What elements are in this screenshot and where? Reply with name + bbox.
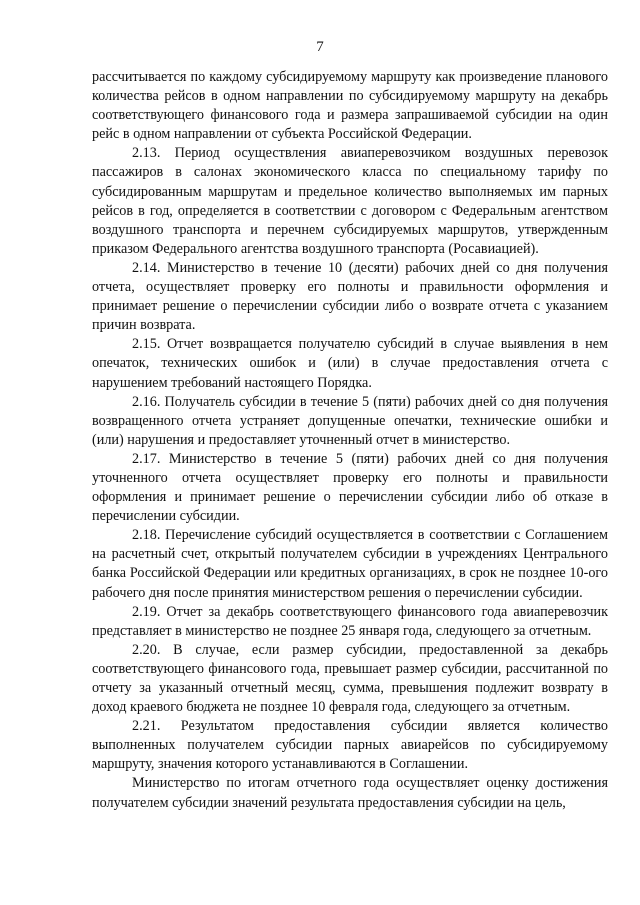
paragraph-2-17: 2.17. Министерство в течение 5 (пяти) рабочих дней со дня получения уточненного отчета осуществляет проверку его полноты и правильности оформления и принимает решение о перечислении субсидии либо об отказе в перечислении субсидии. [92, 450, 608, 525]
paragraph-2-15: 2.15. Отчет возвращается получателю субсидий в случае выявления в нем опечаток, технических ошибок и (или) в случае предоставления отчета с нарушением требований настоящего Порядка. [92, 336, 608, 391]
paragraph-2-14: 2.14. Министерство в течение 10 (десяти) рабочих дней со дня получения отчета, осуществляет проверку его полноты и правильности оформления и принимает решение о перечислении субсидии либо о возврате отчета с указанием причин возврата. [92, 259, 608, 334]
paragraph-2-16: 2.16. Получатель субсидии в течение 5 (пяти) рабочих дней со дня получения возвращенного отчета устраняет допущенные опечатки, технические ошибки и (или) нарушения и предоставляет уточненный отчет в министерство. [92, 393, 608, 448]
paragraph-2-20: 2.20. В случае, если размер субсидии, предоставленной за декабрь соответствующего финансового года, превышает размер субсидии, рассчитанной по отчету за указанный отчетный месяц, сумма, превышения подлежит возврату в доход краевого бюджета не позднее 10 февраля года, следующего за отчетным. [92, 641, 608, 716]
paragraph-2-13: 2.13. Период осуществления авиаперевозчиком воздушных перевозок пассажиров в салонах экономического класса по специальному тарифу по субсидированным маршрутам и предельное количество выполняемых им парных рейсов в год, определяется в соответствии с договором с Федеральным агентством воздушного транспорта и перечнем субсидируемых маршрутов, утвержденным приказом Федерального агентства воздушного транспорта (Росавиацией). [92, 145, 608, 257]
paragraph-2-21: 2.21. Результатом предоставления субсидии является количество выполненных получателем субсидии парных авиарейсов по субсидируемому маршруту, значения которого устанавливаются в Соглашении. [92, 718, 608, 773]
paragraph-2-18: 2.18. Перечисление субсидий осуществляется в соответствии с Соглашением на расчетный счет, открытый получателем субсидии в учреждениях Центрального банка Российской Федерации или кредитных организациях, в срок не позднее 10-ого рабочего дня после принятия министерством решения о перечислении субсидии. [92, 527, 608, 601]
page-number: 7 [316, 39, 324, 55]
paragraph-2-19: 2.19. Отчет за декабрь соответствующего финансового года авиаперевозчик представляет в министерство не позднее 25 января года, следующего за отчетным. [92, 603, 608, 639]
paragraph-continuation: рассчитывается по каждому субсидируемому маршруту как произведение планового количества рейсов в одном направлении по субсидируемому маршруту на декабрь соответствующего финансового года и размера запрашиваемой субсидии на один рейс в одном направлении от субъекта Российской Федерации. [92, 69, 608, 143]
paragraph-ministry-assessment: Министерство по итогам отчетного года осуществляет оценку достижения получателем субсидии значений результата предоставления субсидии на цель, [92, 775, 608, 811]
document-body [92, 68, 608, 813]
